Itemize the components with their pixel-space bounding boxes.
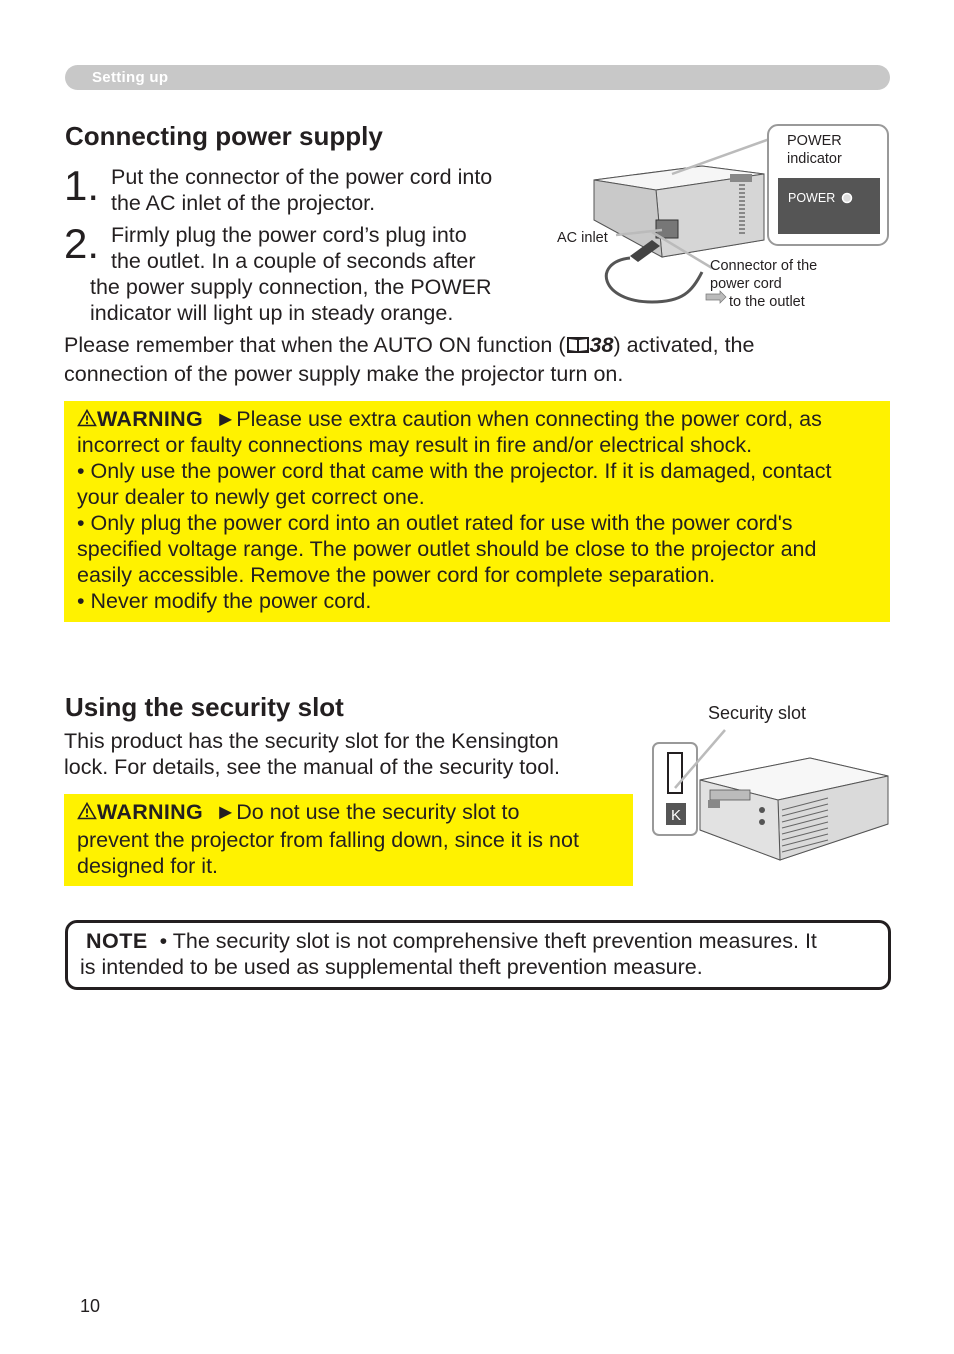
projector-security-illustration (650, 728, 892, 868)
power-warning-line-6: specified voltage range. The power outlet should be close to the projector and (77, 537, 817, 561)
step-1-text (111, 164, 492, 216)
power-warning-line-8: • Never modify the power cord. (77, 589, 372, 613)
auto-on-text-post: ) activated, the (613, 333, 755, 357)
note-text (80, 928, 817, 980)
section-header-bar (65, 65, 890, 90)
section-header-label: Setting up (92, 69, 169, 86)
auto-on-text-pre: Please remember that when the AUTO ON function ( (64, 333, 566, 357)
ac-inlet-caption: AC inlet (557, 230, 608, 246)
warning-arrow: ► (214, 407, 237, 431)
page-reference-link[interactable]: 38 (589, 333, 614, 357)
warning-triangle-icon (77, 407, 97, 431)
step-2-line-3: the power supply connection, the POWER (90, 275, 492, 299)
security-warning-text (77, 799, 579, 879)
power-warning-line-5: • Only plug the power cord into an outlet rated for use with the power cord's (77, 511, 793, 535)
warning-triangle-icon (77, 800, 97, 824)
connector-caption-line-2: power cord (710, 276, 782, 292)
note-line-1 (80, 928, 817, 954)
security-warning-line-3: designed for it. (77, 854, 219, 878)
connector-caption-line-3: to the outlet (729, 294, 805, 310)
security-section-title: Using the security slot (65, 692, 344, 722)
power-warning-line-1 (77, 406, 831, 432)
warning-arrow: ► (214, 800, 237, 824)
connector-caption-line-1: Connector of the (710, 258, 818, 274)
step-2-line-1: Firmly plug the power cord’s plug into (111, 223, 467, 247)
security-line-1: This product has the security slot for the Kensington (64, 729, 559, 753)
security-warning-line-2: prevent the projector from falling down, since it is not (77, 828, 579, 852)
power-warning-line-4: your dealer to newly get correct one. (77, 485, 425, 509)
step-2-text-a (111, 222, 476, 274)
step-2-line-2: the outlet. In a couple of seconds after (111, 249, 476, 273)
step-2-text-b (90, 274, 492, 326)
power-warning-line-3: • Only use the power cord that came with the projector. If it is damaged, contact (77, 459, 832, 483)
power-indicator-caption-line-2: indicator (787, 151, 842, 167)
step-1-number: 1. (64, 162, 100, 209)
power-warning-line-7: easily accessible. Remove the power cord for complete separation. (77, 563, 716, 587)
security-slot-figure (650, 728, 892, 868)
page-number: 10 (80, 1296, 101, 1316)
step-2-line-4: indicator will light up in steady orange. (90, 301, 454, 325)
security-line-2: lock. For details, see the manual of the security tool. (64, 755, 560, 779)
warning-label: WARNING (97, 800, 204, 824)
step-1-line-2: the AC inlet of the projector. (111, 191, 376, 215)
warning-label: WARNING (97, 407, 204, 431)
security-warning-line-1 (77, 799, 579, 825)
note-label: NOTE (85, 929, 148, 953)
auto-on-line-1 (64, 332, 754, 361)
auto-on-paragraph (64, 332, 754, 387)
power-button-label: POWER (788, 191, 836, 205)
power-warning-line-2: incorrect or faulty connections may result in fire and/or electrical shock. (77, 433, 753, 457)
security-warning-line-1-text: Do not use the security slot to (236, 800, 520, 824)
power-warning-text (77, 406, 831, 614)
svg-text:K: K (670, 807, 682, 824)
book-reference-icon (566, 335, 590, 361)
security-paragraph (64, 728, 560, 780)
step-2-number: 2. (64, 220, 100, 267)
power-warning-line-1-text: Please use extra caution when connecting the power cord, as (236, 407, 822, 431)
connector-caption (710, 257, 817, 311)
note-line-1-text: • The security slot is not comprehensive theft prevention measures. It (159, 929, 817, 953)
power-indicator-caption (787, 132, 842, 168)
security-slot-caption: Security slot (708, 703, 807, 723)
step-1-line-1: Put the connector of the power cord into (111, 165, 493, 189)
power-section-title: Connecting power supply (65, 121, 383, 151)
power-indicator-caption-line-1: POWER (787, 133, 842, 149)
note-line-2: is intended to be used as supplemental theft prevention measure. (80, 955, 703, 979)
auto-on-line-2: connection of the power supply make the projector turn on. (64, 362, 624, 386)
